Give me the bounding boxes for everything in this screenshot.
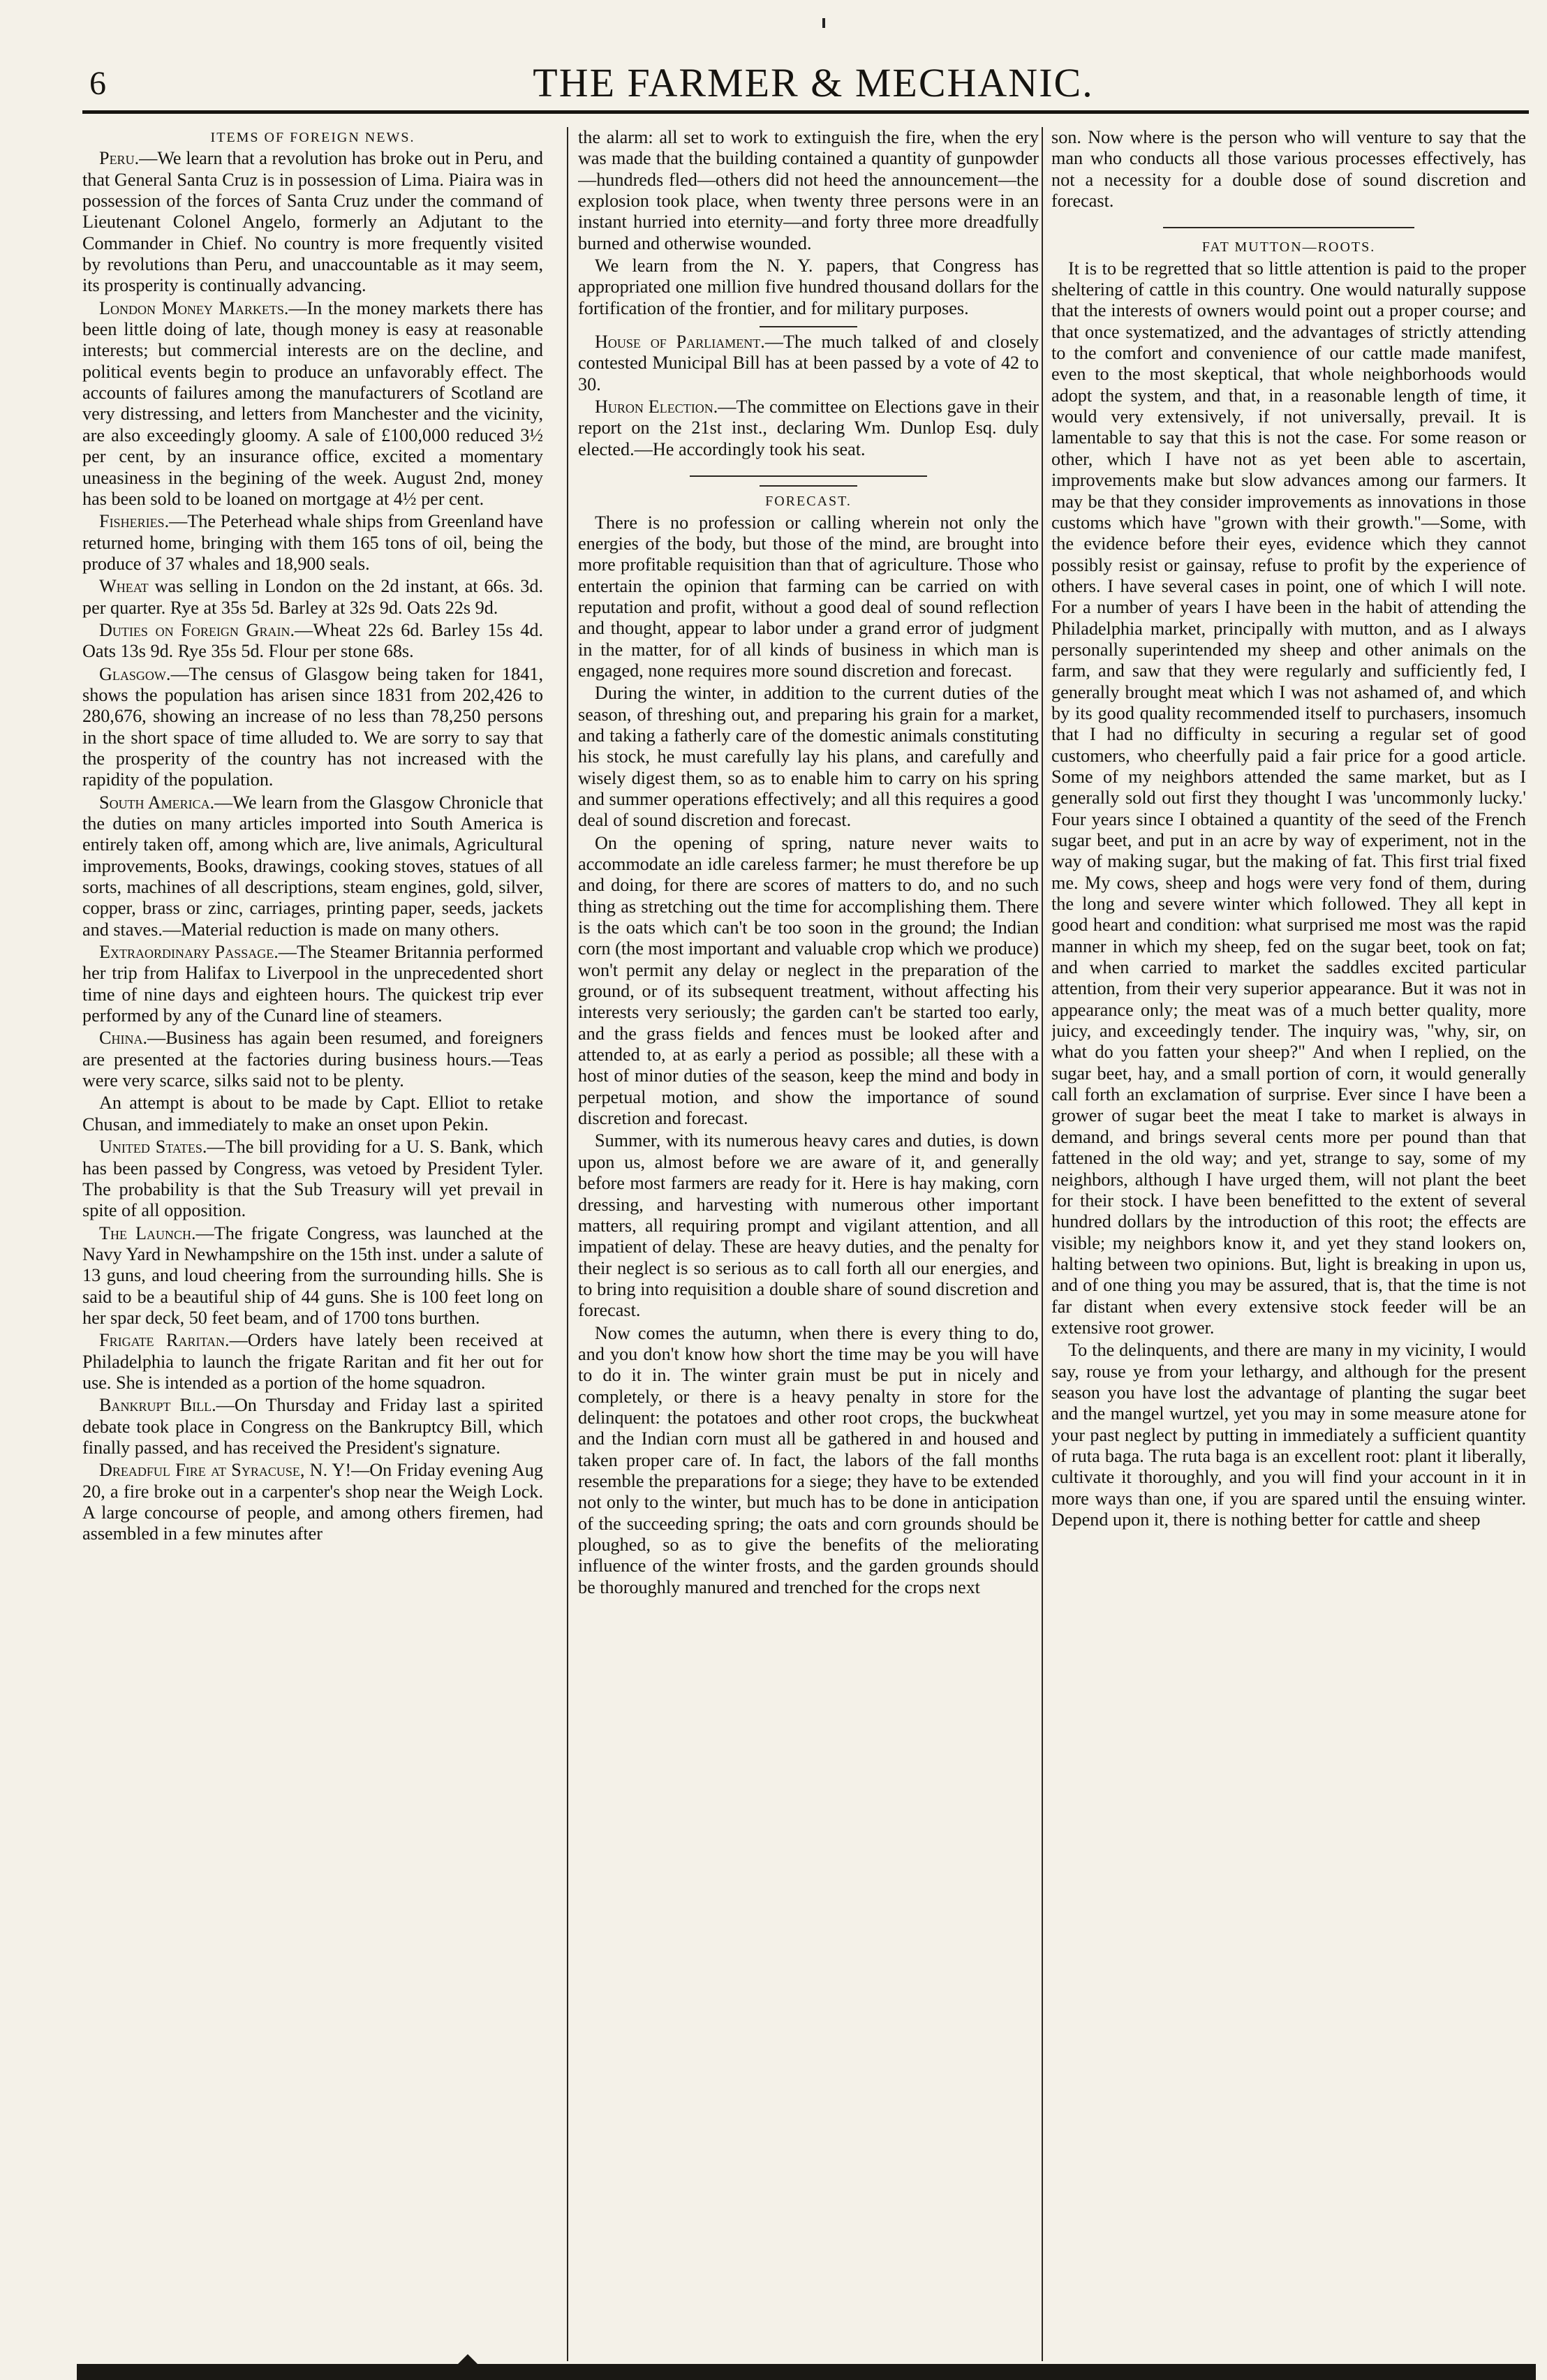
item-text: An attempt is about to be made by Capt. Elliot to retake Chusan, and immediately to make an onset upon Pekin. (82, 1093, 543, 1134)
news-item (82, 1460, 543, 1544)
item-label: The Launch. (99, 1222, 196, 1243)
item-text: —On Friday evening Aug 20, a fire broke out in a carpenter's shop near the Weigh Lock. A large concourse of people, and among others firemen, had assembled in a few minutes after (82, 1460, 543, 1544)
article-paragraph: Summer, with its numerous heavy cares and duties, is down upon us, almost before we are aware of it, and generally before most farmers are ready for it. Here is hay making, corn dressing, and harvesting with numerous other important matters, all requiring prompt and vigilant attention, and all impatient of delay. These are heavy duties, and the penalty for their neglect is so serious as to call forth all our energies, and to bring into requisition a double share of sound discretion and forecast. (578, 1130, 1039, 1321)
news-item (578, 397, 1039, 460)
item-label: Glasgow. (99, 663, 171, 684)
item-label: Extraordinary Passage. (99, 942, 279, 963)
item-text: —Orders have lately been received at Philadelphia to launch the frigate Raritan and fit her out for use. She is intended as a portion of the home squadron. (82, 1330, 543, 1393)
item-text: —Business has again been resumed, and foreigners are presented at the factories during business hours.—Teas were very scarce, silks said not to be plenty. (82, 1028, 543, 1091)
torn-bottom-edge (77, 2364, 1536, 2380)
news-item (82, 1223, 543, 1329)
item-label: Wheat (99, 576, 149, 597)
item-text: —Wheat 22s 6d. Barley 15s 4d. Oats 13s 9d. Rye 35s 5d. Flour per stone 68s. (82, 619, 543, 662)
item-text: —The Steamer Britannia performed her trip from Halifax to Liverpool in the unprecedented short time of nine days and eighteen hours. The quickest trip ever performed by any of the Cunard line of steamers. (82, 942, 543, 1026)
news-item (82, 1028, 543, 1091)
item-label: Dreadful Fire at Syracuse, N. Y! (99, 1460, 352, 1481)
masthead-title: THE FARMER & MECHANIC. (533, 60, 1094, 105)
news-item (82, 298, 543, 510)
item-text: —The much talked of and closely contested Municipal Bill has at been passed by a vote of 42 to 30. (578, 332, 1039, 394)
news-item (82, 620, 543, 663)
news-item (82, 942, 543, 1026)
column-divider (1042, 127, 1043, 2361)
item-text: —We learn that a revolution has broke out in Peru, and that General Santa Cruz is in possession of Lima. Piaira was in possession of the forces of Santa Cruz under the command of Lieutenant Colonel Angelo, formerly an Adjutant to the Commander in Chief. No country is more frequently visited by revolutions than Peru, and unaccountable as it may seem, its prosperity is continually advancing. (82, 148, 543, 296)
item-text: —The frigate Congress, was launched at the Navy Yard in Newhampshire on the 15th inst. under a salute of 13 guns, and loud cheering from the surrounding hills. She is said to be a beautiful ship of 44 guns. She is 100 feet long on her spar deck, 50 feet beam, and of 1700 tons burthen. (82, 1222, 543, 1328)
masthead-rule (82, 110, 1529, 114)
item-text: —The Peterhead whale ships from Greenland have returned home, bringing with them 165 tons of oil, being the produce of 37 whales and 18,900 seals. (82, 511, 543, 574)
mutton-roots-article (1051, 258, 1526, 1531)
item-label: Huron Election. (595, 397, 718, 417)
fire-story-continued: the alarm: all set to work to extinguish the fire, when the ery was made that the building contained a quantity of gunpowder—hundreds fled—others did not heed the announcement—the explosion took place, when twenty three persons were in an instant hurried into eternity—and forty three more dreadfully burned and otherwise wounded. (578, 127, 1039, 253)
news-item (82, 1137, 543, 1221)
news-item (82, 148, 543, 296)
item-label: London Money Markets. (99, 297, 289, 318)
article-paragraph: To the delinquents, and there are many in my vicinity, I would say, rouse ye from your lethargy, and although for the present season you have lost the advantage of planting the sugar beet and the mangel wurtzel, yet you may in some measure atone for your past neglect by putting in immediately a sufficient quantity of ruta baga. The ruta baga is an excellent root: plant it liberally, cultivate it thoroughly, and you will find your account in it in more ways than one, if you are spared until the ensuing winter. Depend upon it, there is nothing better for cattle and sheep (1051, 1340, 1526, 1530)
forecast-article-end: son. Now where is the person who will venture to say that the man who conducts all those various processes effectively, has not a necessity for a double dose of sound discretion and forecast. (1051, 127, 1526, 212)
item-label: Fisheries. (99, 511, 170, 532)
item-label: Bankrupt Bill. (99, 1395, 216, 1416)
item-label: Peru. (99, 148, 140, 169)
item-text: —The bill providing for a U. S. Bank, which has been passed by Congress, was vetoed by President Tyler. The probability is that the Sub Treasury will yet prevail in spite of all opposition. (82, 1137, 543, 1221)
section-heading: FORECAST. (765, 494, 852, 510)
separator (1163, 227, 1414, 228)
column-right (1051, 127, 1526, 2361)
news-item (82, 664, 543, 791)
page-number: 6 (89, 65, 106, 102)
column-divider (567, 127, 568, 2361)
item-label: Duties on Foreign Grain. (99, 619, 295, 640)
news-item (82, 792, 543, 940)
news-item (82, 511, 543, 575)
item-label: China. (99, 1028, 148, 1049)
section-heading: FAT MUTTON—ROOTS. (1201, 239, 1376, 256)
column-foreign-news (82, 127, 543, 2361)
column-middle (578, 127, 1039, 2361)
item-text: —On Thursday and Friday last a spirited debate took place in Congress on the Bankruptcy Bill, which finally passed, and has received the President's signature. (82, 1395, 543, 1458)
separator (760, 326, 857, 327)
news-item (82, 1395, 543, 1458)
forecast-article (578, 512, 1039, 1599)
item-label: Frigate Raritan. (99, 1330, 230, 1351)
section-heading: ITEMS OF FOREIGN NEWS. (210, 130, 415, 145)
item-label: House of Parliament. (595, 332, 765, 353)
news-item (578, 332, 1039, 395)
article-paragraph: On the opening of spring, nature never waits to accommodate an idle careless farmer; he must therefore be up and doing, for there are scores of matters to do, and no such thing as stretching out the time for accomplishing them. There is the oats which can't be too soon in the ground; the Indian corn (the most important and valuable crop which we produce) won't permit any delay or neglect in the preparation of the ground, or of its subsequent treatment, without affecting his interests very seriously; the garden can't be started too early, and the grass fields and fences must be looked after and attended to, at as early a period as possible; all these with a host of minor duties of the season, keep the mind and body in perpetual motion, and show the importance of sound discretion and forecast. (578, 832, 1039, 1129)
ny-fortification-note: We learn from the N. Y. papers, that Congress has appropriated one million five hundred thousand dollars for the fortification of the frontier, and for military purposes. (578, 256, 1039, 318)
article-paragraph: During the winter, in addition to the current duties of the season, of threshing out, and preparing his grain for a market, and taking a fatherly care of the domestic animals constituting his stock, he must carefully lay his plans, and carefully and wisely digest them, so as to enable him to carry on his spring and summer operations effectively; and all this requires a good deal of sound discretion and forecast. (578, 683, 1039, 831)
news-item (82, 1093, 543, 1135)
separator (760, 485, 857, 487)
news-item (82, 576, 543, 619)
news-items (82, 148, 543, 1544)
item-text: —In the money markets there has been little doing of late, though money is easy at reasonable interests; but commercial interests are on the decline, and political events begin to produce an unfavorably effect. The accounts of failures among the manufacturers of Scotland are very distressing, and letters from Manchester and the vicinity, are also exceedingly gloomy. A sale of £100,000 reduced 3½ per cent, by an insurance office, excited a momentary uneasiness in the begining of the week. August 2nd, money has been sold to be loaned on mortgage at 4½ per cent. (82, 297, 543, 509)
separator (690, 475, 927, 477)
item-text: —The census of Glasgow being taken for 1841, shows the population has arisen since 1831 from 202,426 to 280,676, showing an increase of no less than 78,250 persons in the short space of time alluded to. We are sorry to say that the prosperity of the country has not increased with the rapidity of the population. (82, 663, 543, 790)
item-label: United States. (99, 1137, 207, 1158)
item-label: South America. (99, 792, 215, 813)
item-text: was selling in London on the 2d instant, at 66s. 3d. per quarter. Rye at 35s 5d. Barley at 32s 9d. Oats 22s 9d. (82, 576, 543, 618)
item-text: —We learn from the Glasgow Chronicle that the duties on many articles imported into South America is entirely taken off, among which are, live animals, Agricultural improvements, Books, drawings, cooking stoves, statues of all sorts, machines of all descriptions, steam engines, gold, silver, copper, brass or zinc, carriages, printing paper, seeds, jackets and staves.—Material reduction is made on many others. (82, 792, 543, 940)
article-paragraph: Now comes the autumn, when there is every thing to do, and you don't know how short the time may be you will have to do it in. The winter grain must be put in nicely and completely, or there is a heavy penalty in store for the delinquent: the potatoes and other root crops, the buckwheat and the Indian corn must all be gathered in and housed and taken proper care of. In fact, the labors of the fall months resemble the preparations for a siege; they have to be extended not only to the winter, but much has to be done in anticipation of the succeeding spring; the oats and corn grounds should be ploughed, so as to give the benefits of the meliorating influence of the winter frosts, and the garden grounds should be thoroughly manured and trenched for the crops next (578, 1322, 1039, 1597)
ink-speck (822, 18, 825, 28)
article-paragraph: There is no profession or calling wherein not only the energies of the body, but those of the mind, are brought into more profitable requisition than that of agriculture. Those who entertain the opinion that farming can be carried on with reputation and profit, without a good deal of sound reflection and thought, appear to labor under a grand error of judgment in the matter, for of all kinds of business in which man is engaged, none requires more sound discretion and forecast. (578, 512, 1039, 681)
news-item (82, 1330, 543, 1394)
item-text: —The committee on Elections gave in their report on the 21st inst., declaring Wm. Dunlop Esq. duly elected.—He accordingly took his seat. (578, 397, 1039, 459)
article-paragraph: It is to be regretted that so little attention is paid to the proper sheltering of cattle in this country. One would naturally suppose that the interests of owners would point out a proper course; and that once systematized, and the advantages of strictly attending to the comfort and convenience of our cattle made manifest, even to the most skeptical, that whole neighborhoods would adopt the system, and that, in a reasonable length of time, it would very extensively, if not universally, prevail. It is lamentable to say that this is not the case. For some reason or other, which I have not as yet been able to ascertain, improvements make but slow advances among our farmers. It may be that they consider improvements as innovations in those customs which have "grown with their growth."—Some, with the evidence before their eyes, evidence which they cannot possibly resist or gainsay, refuse to profit by the experience of others. I have several cases in point, one of which I will note. For a number of years I have been in the habit of attending the Philadelphia market, principally with mutton, and as I always personally superintended my sheep and other animals on the farm, and saw that they were regularly and sufficiently fed, I generally brought meat which I was not ashamed of, and which by its good quality recommended itself to purchasers, insomuch that I had no difficulty in securing a regular set of good customers, who cheerfully paid a fair price for a good article. Some of my neighbors attended the same market, but as I generally sold out first they thought I was 'uncommonly lucky.' Four years since I obtained a quantity of the seed of the French sugar beet, and put in an acre by way of experiment, not in the way of making sugar, but the making of fat. This first trial fixed me. My cows, sheep and hogs were very fond of them, during the long and severe winter which followed. They all kept in good heart and condition: what surprised me most was the rapid manner in which my sheep, fed on the sugar beet, took on fat; and when carried to market the saddles excited particular attention, from their very superior appearance. But it was not in appearance only; the meat was of a much better quality, more juicy, and exceedingly tender. The inquiry was, "why, sir, on what do you fatten your sheep?" And when I replied, on the sugar beet, hay, and a small portion of corn, it would generally call forth an exclamation of surprise. Ever since I have been a grower of sugar beet the meat I take to market is always in demand, and brings several cents more per pound than that fattened in the old way; and yet, strange to say, some of my neighbors, although I have urged them, will not plant the beet for their stock. I have been benefitted to the extent of several hundred dollars by the introduction of this root; the effects are visible; my neighbors know it, and yet they stand lookers on, halting between two opinions. But, light is breaking in upon us, and of one thing you may be assured, that is, that the time is not far distant when every extensive stock feeder will be an extensive root grower. (1051, 258, 1526, 1338)
